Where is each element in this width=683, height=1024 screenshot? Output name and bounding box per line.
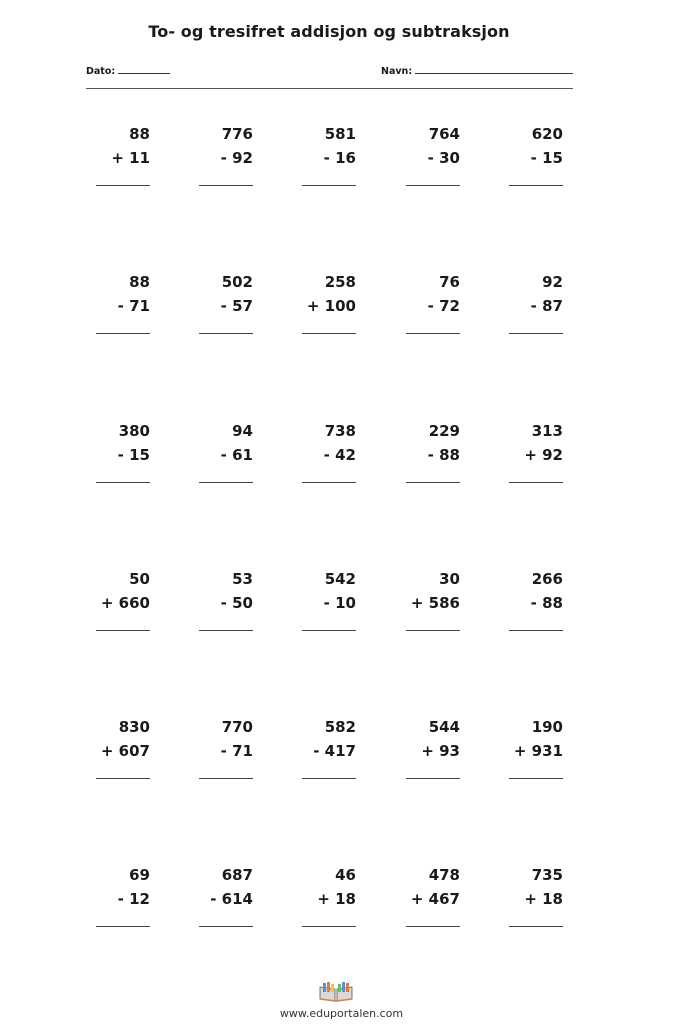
problem-operation: - 30 [427, 149, 460, 167]
date-blank-line[interactable] [118, 64, 170, 74]
math-problem [507, 270, 563, 334]
problem-top-number: 69 [129, 866, 150, 884]
problem-top-number: 770 [221, 718, 253, 736]
answer-line[interactable] [406, 185, 460, 186]
problem-top-number: 258 [324, 273, 356, 291]
answer-line[interactable] [199, 185, 253, 186]
header-divider [86, 88, 573, 89]
problem-operation: + 931 [513, 742, 563, 760]
answer-line[interactable] [509, 630, 563, 631]
answer-line[interactable] [509, 185, 563, 186]
math-problem [507, 863, 563, 927]
problem-operation: - 71 [220, 742, 253, 760]
math-problem [404, 863, 460, 927]
problem-top-number: 544 [428, 718, 460, 736]
math-problem [94, 567, 150, 631]
answer-line[interactable] [302, 926, 356, 927]
name-blank-line[interactable] [415, 64, 573, 74]
answer-line[interactable] [199, 333, 253, 334]
problem-operation: - 57 [220, 297, 253, 315]
math-problem [94, 270, 150, 334]
problem-top-number: 30 [439, 570, 460, 588]
problem-top-number: 620 [531, 125, 563, 143]
problem-top-number: 313 [531, 422, 563, 440]
math-problem [404, 419, 460, 483]
problem-top-number: 502 [221, 273, 253, 291]
math-problem [197, 419, 253, 483]
math-problem [507, 419, 563, 483]
problem-operation: + 92 [524, 446, 563, 464]
problem-operation: - 417 [313, 742, 356, 760]
math-problem [404, 122, 460, 186]
math-problem [300, 567, 356, 631]
problem-top-number: 76 [439, 273, 460, 291]
problem-operation: - 72 [427, 297, 460, 315]
problem-top-number: 735 [531, 866, 563, 884]
problem-top-number: 92 [542, 273, 563, 291]
problem-operation: - 71 [117, 297, 150, 315]
date-field[interactable] [86, 64, 170, 77]
problem-operation: - 15 [530, 149, 563, 167]
open-book-icon [318, 981, 354, 1003]
answer-line[interactable] [96, 333, 150, 334]
page-title: To- og tresifret addisjon og subtraksjon [148, 22, 510, 41]
answer-line[interactable] [302, 185, 356, 186]
problem-operation: - 614 [210, 890, 253, 908]
answer-line[interactable] [302, 778, 356, 779]
answer-line[interactable] [406, 333, 460, 334]
problem-top-number: 581 [324, 125, 356, 143]
answer-line[interactable] [199, 482, 253, 483]
answer-line[interactable] [302, 482, 356, 483]
answer-line[interactable] [406, 630, 460, 631]
math-problem [94, 122, 150, 186]
math-problem [404, 715, 460, 779]
math-problem [197, 715, 253, 779]
problem-operation: - 12 [117, 890, 150, 908]
answer-line[interactable] [96, 630, 150, 631]
problem-top-number: 764 [428, 125, 460, 143]
problem-operation: + 18 [524, 890, 563, 908]
math-problem [197, 270, 253, 334]
math-problem [94, 715, 150, 779]
answer-line[interactable] [96, 185, 150, 186]
answer-line[interactable] [509, 333, 563, 334]
answer-line[interactable] [302, 630, 356, 631]
answer-line[interactable] [509, 926, 563, 927]
date-label: Dato: [86, 66, 116, 77]
problem-top-number: 380 [118, 422, 150, 440]
problem-top-number: 478 [428, 866, 460, 884]
answer-line[interactable] [406, 778, 460, 779]
answer-line[interactable] [302, 333, 356, 334]
answer-line[interactable] [96, 926, 150, 927]
problem-operation: + 11 [111, 149, 150, 167]
answer-line[interactable] [96, 482, 150, 483]
problem-operation: + 607 [100, 742, 150, 760]
problem-top-number: 88 [129, 125, 150, 143]
name-field[interactable] [381, 64, 573, 77]
answer-line[interactable] [406, 926, 460, 927]
problem-top-number: 88 [129, 273, 150, 291]
problem-operation: - 50 [220, 594, 253, 612]
problem-top-number: 229 [428, 422, 460, 440]
math-problem [94, 419, 150, 483]
answer-line[interactable] [406, 482, 460, 483]
problem-top-number: 94 [232, 422, 253, 440]
problem-operation: + 18 [317, 890, 356, 908]
problem-operation: - 88 [530, 594, 563, 612]
math-problem [300, 419, 356, 483]
math-problem [507, 567, 563, 631]
problem-top-number: 738 [324, 422, 356, 440]
answer-line[interactable] [509, 778, 563, 779]
math-problem [300, 863, 356, 927]
problem-operation: - 42 [323, 446, 356, 464]
math-problem [404, 567, 460, 631]
problem-top-number: 830 [118, 718, 150, 736]
problem-top-number: 582 [324, 718, 356, 736]
problem-top-number: 46 [335, 866, 356, 884]
problem-operation: + 586 [410, 594, 460, 612]
answer-line[interactable] [199, 926, 253, 927]
problem-operation: + 93 [421, 742, 460, 760]
name-label: Navn: [381, 66, 413, 77]
math-problem [300, 122, 356, 186]
math-problem [94, 863, 150, 927]
problem-top-number: 542 [324, 570, 356, 588]
problem-operation: - 16 [323, 149, 356, 167]
problem-top-number: 266 [531, 570, 563, 588]
answer-line[interactable] [199, 630, 253, 631]
problem-operation: + 100 [306, 297, 356, 315]
problem-operation: - 15 [117, 446, 150, 464]
problem-top-number: 776 [221, 125, 253, 143]
answer-line[interactable] [199, 778, 253, 779]
math-problem [507, 715, 563, 779]
problem-operation: + 660 [100, 594, 150, 612]
math-problem [197, 863, 253, 927]
problem-top-number: 190 [531, 718, 563, 736]
answer-line[interactable] [96, 778, 150, 779]
problem-operation: - 87 [530, 297, 563, 315]
math-problem [404, 270, 460, 334]
problem-top-number: 50 [129, 570, 150, 588]
problem-operation: - 88 [427, 446, 460, 464]
problem-operation: - 92 [220, 149, 253, 167]
answer-line[interactable] [509, 482, 563, 483]
problem-top-number: 687 [221, 866, 253, 884]
problem-operation: + 467 [410, 890, 460, 908]
problem-operation: - 10 [323, 594, 356, 612]
math-problem [300, 715, 356, 779]
problem-operation: - 61 [220, 446, 253, 464]
math-problem [197, 122, 253, 186]
problem-top-number: 53 [232, 570, 253, 588]
math-problem [197, 567, 253, 631]
math-problem [507, 122, 563, 186]
footer-url: www.eduportalen.com [279, 1007, 404, 1020]
math-problem [300, 270, 356, 334]
